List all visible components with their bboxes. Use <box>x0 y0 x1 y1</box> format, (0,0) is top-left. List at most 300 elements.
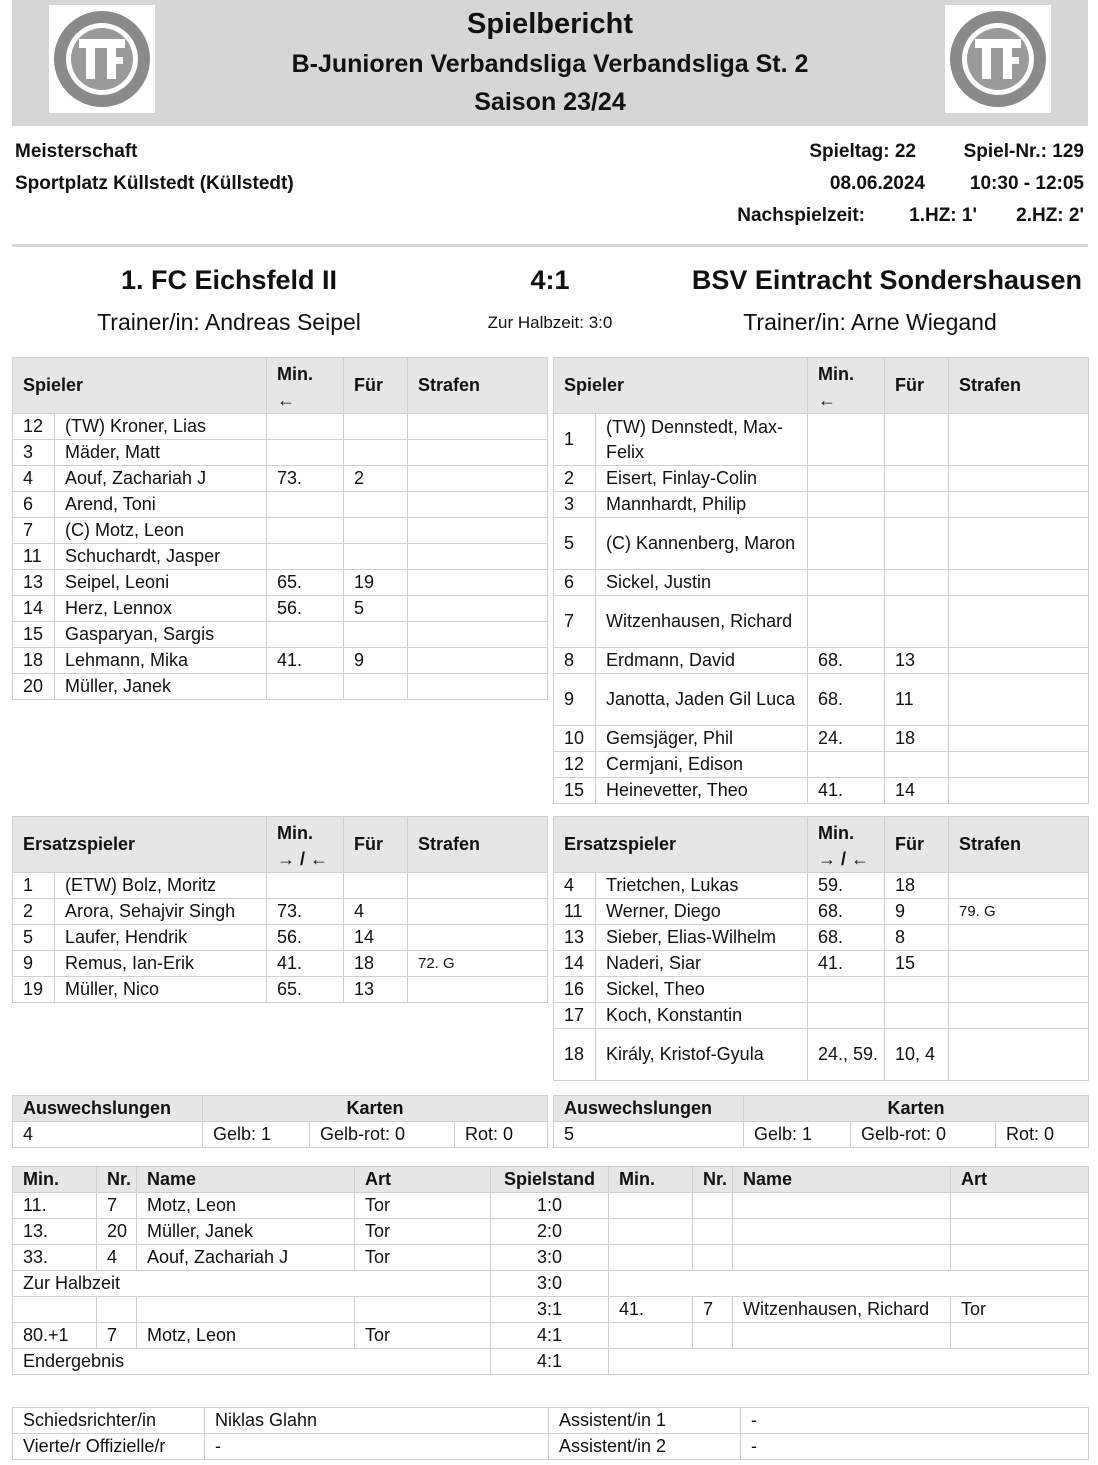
event-score: 4:1 <box>491 1349 609 1375</box>
col-header-penalties: Strafen <box>408 817 548 873</box>
event-row <box>13 1193 1089 1219</box>
event-away-name <box>733 1219 951 1245</box>
player-number: 20 <box>13 674 55 700</box>
event-home-nr: 20 <box>97 1219 137 1245</box>
player-minute: 65. <box>267 570 344 596</box>
halftime-score: Zur Halbzeit: 3:0 <box>487 313 613 332</box>
col-header-min: Min. → / ← <box>267 817 344 873</box>
player-for: 14 <box>885 778 949 804</box>
assistant2-label: Assistent/in 2 <box>549 1434 741 1460</box>
player-number: 14 <box>554 951 596 977</box>
player-for: 18 <box>344 951 408 977</box>
subs-header: Auswechslungen <box>13 1096 203 1122</box>
player-for <box>344 414 408 440</box>
event-row <box>13 1297 1089 1323</box>
yellow-red-count: Gelb-rot: 0 <box>310 1122 455 1148</box>
event-home-nr: 7 <box>97 1323 137 1349</box>
player-name: Trietchen, Lukas <box>596 873 808 899</box>
player-row <box>554 518 1089 570</box>
col-header-min: Min. ← <box>808 358 885 414</box>
player-number: 5 <box>554 518 596 570</box>
page-title: Spielbericht <box>467 8 633 40</box>
player-row <box>554 977 1089 1003</box>
player-name: Sieber, Elias-Wilhelm <box>596 925 808 951</box>
event-home-nr: 7 <box>97 1193 137 1219</box>
yellow-count: Gelb: 1 <box>744 1122 851 1148</box>
player-name: Arora, Sehajvir Singh <box>55 899 267 925</box>
event-away-art <box>951 1245 1089 1271</box>
player-for: 2 <box>344 466 408 492</box>
home-trainer: Trainer/in: Andreas Seipel <box>97 309 361 335</box>
player-number: 13 <box>13 570 55 596</box>
player-minute: 41. <box>267 648 344 674</box>
player-for <box>344 440 408 466</box>
player-row <box>13 570 548 596</box>
divider <box>12 244 1088 247</box>
player-for <box>885 466 949 492</box>
player-number: 18 <box>13 648 55 674</box>
event-score: 2:0 <box>491 1219 609 1245</box>
player-penalties <box>408 873 548 899</box>
assistant1-label: Assistent/in 1 <box>549 1408 741 1434</box>
event-away-nr: 7 <box>693 1297 733 1323</box>
player-name: Sickel, Theo <box>596 977 808 1003</box>
event-away-name: Witzenhausen, Richard <box>733 1297 951 1323</box>
player-row <box>554 492 1089 518</box>
player-name: (C) Motz, Leon <box>55 518 267 544</box>
player-name: Gemsjäger, Phil <box>596 726 808 752</box>
player-for: 14 <box>344 925 408 951</box>
col-header-min: Min. ← <box>267 358 344 414</box>
home-summary-table <box>12 1095 548 1148</box>
player-penalties <box>408 925 548 951</box>
player-for <box>344 492 408 518</box>
player-row <box>13 873 548 899</box>
event-home-name: Aouf, Zachariah J <box>137 1245 355 1271</box>
referee-name: Niklas Glahn <box>205 1408 549 1434</box>
event-away-min <box>609 1219 693 1245</box>
player-minute: 59. <box>808 873 885 899</box>
event-score: 3:0 <box>491 1271 609 1297</box>
col-header-for: Für <box>885 817 949 873</box>
player-number: 5 <box>13 925 55 951</box>
player-for: 18 <box>885 726 949 752</box>
col-header-player: Spieler <box>13 358 267 414</box>
player-row <box>13 951 548 977</box>
player-number: 2 <box>13 899 55 925</box>
player-penalties <box>949 925 1089 951</box>
player-name: (TW) Kroner, Lias <box>55 414 267 440</box>
player-number: 4 <box>13 466 55 492</box>
event-away-name <box>733 1193 951 1219</box>
player-minute <box>808 414 885 466</box>
player-minute <box>267 544 344 570</box>
matchday: Spieltag: 22 <box>809 141 916 162</box>
player-name: Mannhardt, Philip <box>596 492 808 518</box>
col-header-penalties: Strafen <box>949 358 1089 414</box>
player-penalties: 79. G <box>949 899 1089 925</box>
player-number: 15 <box>13 622 55 648</box>
player-name: Heinevetter, Theo <box>596 778 808 804</box>
event-score: 4:1 <box>491 1323 609 1349</box>
event-home-name: Motz, Leon <box>137 1193 355 1219</box>
player-row <box>554 596 1089 648</box>
player-penalties <box>949 1029 1089 1081</box>
player-row <box>554 1003 1089 1029</box>
player-name: Gasparyan, Sargis <box>55 622 267 648</box>
player-name: Erdmann, David <box>596 648 808 674</box>
player-penalties <box>408 544 548 570</box>
player-minute: 41. <box>267 951 344 977</box>
assistant1-name: - <box>741 1408 1089 1434</box>
player-minute <box>808 1003 885 1029</box>
home-lineup-table <box>12 357 548 700</box>
events-col-name: Name <box>137 1167 355 1193</box>
player-penalties <box>408 977 548 1003</box>
player-number: 12 <box>554 752 596 778</box>
extra-time-second-half: 2.HZ: 2' <box>1016 205 1084 226</box>
officials-table <box>12 1407 1089 1460</box>
player-for: 13 <box>344 977 408 1003</box>
player-row <box>13 492 548 518</box>
event-away-name <box>733 1245 951 1271</box>
event-away-min <box>609 1193 693 1219</box>
player-for <box>885 570 949 596</box>
player-row <box>554 1029 1089 1081</box>
player-name: Aouf, Zachariah J <box>55 466 267 492</box>
player-number: 1 <box>554 414 596 466</box>
event-home-min: 13. <box>13 1219 97 1245</box>
player-name: Cermjani, Edison <box>596 752 808 778</box>
player-number: 15 <box>554 778 596 804</box>
player-number: 3 <box>554 492 596 518</box>
event-home-art: Tor <box>355 1219 491 1245</box>
event-away-nr <box>693 1245 733 1271</box>
player-row <box>13 414 548 440</box>
player-number: 14 <box>13 596 55 622</box>
extra-time-label: Nachspielzeit: <box>737 205 865 226</box>
player-number: 8 <box>554 648 596 674</box>
event-home-art <box>355 1297 491 1323</box>
player-for <box>885 596 949 648</box>
player-number: 4 <box>554 873 596 899</box>
player-name: Remus, Ian-Erik <box>55 951 267 977</box>
away-substitutes-table <box>553 816 1089 1081</box>
player-name: Arend, Toni <box>55 492 267 518</box>
player-row <box>554 674 1089 726</box>
player-name: Schuchardt, Jasper <box>55 544 267 570</box>
player-penalties <box>949 414 1089 466</box>
event-home-min: 80.+1 <box>13 1323 97 1349</box>
player-row <box>13 977 548 1003</box>
player-minute <box>808 518 885 570</box>
player-number: 1 <box>13 873 55 899</box>
player-penalties: 72. G <box>408 951 548 977</box>
player-minute <box>808 596 885 648</box>
event-empty <box>609 1349 1089 1375</box>
player-name: Janotta, Jaden Gil Luca <box>596 674 808 726</box>
col-header-min: Min. → / ← <box>808 817 885 873</box>
yellow-red-count: Gelb-rot: 0 <box>851 1122 996 1148</box>
player-name: Naderi, Siar <box>596 951 808 977</box>
player-minute: 68. <box>808 899 885 925</box>
player-row <box>554 648 1089 674</box>
player-for: 18 <box>885 873 949 899</box>
player-minute: 65. <box>267 977 344 1003</box>
player-name: Eisert, Finlay-Colin <box>596 466 808 492</box>
event-away-art <box>951 1219 1089 1245</box>
player-row <box>554 752 1089 778</box>
player-for: 8 <box>885 925 949 951</box>
player-penalties <box>949 570 1089 596</box>
player-minute <box>267 674 344 700</box>
player-row <box>554 925 1089 951</box>
player-for <box>885 414 949 466</box>
player-row <box>13 440 548 466</box>
player-minute: 41. <box>808 778 885 804</box>
player-for: 9 <box>885 899 949 925</box>
player-row <box>554 951 1089 977</box>
event-home-nr <box>97 1297 137 1323</box>
player-for: 9 <box>344 648 408 674</box>
player-number: 6 <box>554 570 596 596</box>
player-penalties <box>949 596 1089 648</box>
player-for: 15 <box>885 951 949 977</box>
events-table <box>12 1166 1089 1375</box>
red-count: Rot: 0 <box>455 1122 548 1148</box>
event-home-art: Tor <box>355 1245 491 1271</box>
events-col-score: Spielstand <box>491 1167 609 1193</box>
event-away-art: Tor <box>951 1297 1089 1323</box>
player-row <box>13 925 548 951</box>
player-name: Király, Kristof-Gyula <box>596 1029 808 1081</box>
player-penalties <box>408 518 548 544</box>
event-away-min <box>609 1323 693 1349</box>
player-for <box>885 1003 949 1029</box>
player-number: 3 <box>13 440 55 466</box>
player-for <box>344 544 408 570</box>
away-lineup-table <box>553 357 1089 804</box>
player-number: 17 <box>554 1003 596 1029</box>
player-for <box>344 674 408 700</box>
player-row <box>554 570 1089 596</box>
events-col-min: Min. <box>609 1167 693 1193</box>
player-number: 12 <box>13 414 55 440</box>
event-score: 1:0 <box>491 1193 609 1219</box>
event-away-nr <box>693 1193 733 1219</box>
player-minute: 24. <box>808 726 885 752</box>
event-home-min <box>13 1297 97 1323</box>
player-penalties <box>408 440 548 466</box>
col-header-substitute: Ersatzspieler <box>554 817 808 873</box>
player-row <box>554 726 1089 752</box>
player-number: 11 <box>554 899 596 925</box>
player-penalties <box>408 414 548 440</box>
player-minute <box>267 518 344 544</box>
player-penalties <box>949 752 1089 778</box>
player-for <box>885 492 949 518</box>
events-col-type: Art <box>951 1167 1089 1193</box>
home-substitutes-table <box>12 816 548 1003</box>
player-minute <box>267 492 344 518</box>
player-minute <box>808 492 885 518</box>
player-name: Herz, Lennox <box>55 596 267 622</box>
col-header-player: Spieler <box>554 358 808 414</box>
player-row <box>13 648 548 674</box>
player-number: 6 <box>13 492 55 518</box>
home-team: 1. FC Eichsfeld II <box>120 265 338 295</box>
player-number: 16 <box>554 977 596 1003</box>
player-row <box>554 414 1089 466</box>
col-header-for: Für <box>344 817 408 873</box>
event-row <box>13 1349 1089 1375</box>
subs-count: 5 <box>554 1122 744 1148</box>
player-name: Seipel, Leoni <box>55 570 267 596</box>
event-away-min: 41. <box>609 1297 693 1323</box>
events-col-nr: Nr. <box>693 1167 733 1193</box>
player-minute <box>267 622 344 648</box>
player-for: 11 <box>885 674 949 726</box>
player-row <box>13 518 548 544</box>
player-penalties <box>949 466 1089 492</box>
event-row <box>13 1323 1089 1349</box>
events-col-nr: Nr. <box>97 1167 137 1193</box>
match-time: 10:30 - 12:05 <box>969 173 1084 194</box>
player-name: Müller, Janek <box>55 674 267 700</box>
event-home-min: 11. <box>13 1193 97 1219</box>
col-header-penalties: Strafen <box>949 817 1089 873</box>
event-label: Zur Halbzeit <box>13 1271 491 1297</box>
player-for: 4 <box>344 899 408 925</box>
event-away-name <box>733 1323 951 1349</box>
player-number: 11 <box>13 544 55 570</box>
player-minute <box>808 977 885 1003</box>
player-number: 9 <box>554 674 596 726</box>
fourth-official-label: Vierte/r Offizielle/r <box>13 1434 205 1460</box>
yellow-count: Gelb: 1 <box>203 1122 310 1148</box>
player-minute <box>267 414 344 440</box>
red-count: Rot: 0 <box>996 1122 1089 1148</box>
event-home-name: Motz, Leon <box>137 1323 355 1349</box>
referee-label: Schiedsrichter/in <box>13 1408 205 1434</box>
player-row <box>554 466 1089 492</box>
away-trainer: Trainer/in: Arne Wiegand <box>743 309 997 335</box>
player-penalties <box>949 492 1089 518</box>
away-team: BSV Eintracht Sondershausen <box>691 265 1082 295</box>
player-number: 7 <box>13 518 55 544</box>
player-row <box>554 778 1089 804</box>
player-number: 19 <box>13 977 55 1003</box>
player-minute: 56. <box>267 596 344 622</box>
player-minute <box>267 440 344 466</box>
events-col-min: Min. <box>13 1167 97 1193</box>
match-date: 08.06.2024 <box>829 173 925 194</box>
final-score: 4:1 <box>530 265 570 295</box>
player-penalties <box>408 674 548 700</box>
event-away-min <box>609 1245 693 1271</box>
player-for <box>344 518 408 544</box>
event-label: Endergebnis <box>13 1349 491 1375</box>
player-name: Witzenhausen, Richard <box>596 596 808 648</box>
player-row <box>13 596 548 622</box>
venue: Sportplatz Küllstedt (Küllstedt) <box>15 173 294 194</box>
player-row <box>13 899 548 925</box>
col-header-for: Für <box>344 358 408 414</box>
player-number: 9 <box>13 951 55 977</box>
player-for <box>885 977 949 1003</box>
player-name: (ETW) Bolz, Moritz <box>55 873 267 899</box>
event-home-name <box>137 1297 355 1323</box>
player-minute <box>267 873 344 899</box>
match-number: Spiel-Nr.: 129 <box>963 141 1084 162</box>
player-name: Sickel, Justin <box>596 570 808 596</box>
player-penalties <box>408 622 548 648</box>
player-for: 19 <box>344 570 408 596</box>
event-home-min: 33. <box>13 1245 97 1271</box>
event-away-art <box>951 1323 1089 1349</box>
player-for: 10, 4 <box>885 1029 949 1081</box>
player-penalties <box>949 648 1089 674</box>
player-for <box>885 752 949 778</box>
player-name: (TW) Dennstedt, Max-Felix <box>596 414 808 466</box>
player-penalties <box>949 1003 1089 1029</box>
player-minute <box>808 570 885 596</box>
player-penalties <box>949 951 1089 977</box>
event-home-art: Tor <box>355 1193 491 1219</box>
cards-header: Karten <box>203 1096 548 1122</box>
player-penalties <box>408 466 548 492</box>
player-name: Mäder, Matt <box>55 440 267 466</box>
player-name: (C) Kannenberg, Maron <box>596 518 808 570</box>
event-score: 3:1 <box>491 1297 609 1323</box>
player-number: 7 <box>554 596 596 648</box>
season-title: Saison 23/24 <box>474 88 626 116</box>
event-row <box>13 1219 1089 1245</box>
player-row <box>13 466 548 492</box>
player-minute <box>808 752 885 778</box>
player-row <box>13 622 548 648</box>
event-home-name: Müller, Janek <box>137 1219 355 1245</box>
player-name: Koch, Konstantin <box>596 1003 808 1029</box>
player-minute: 68. <box>808 925 885 951</box>
player-minute: 68. <box>808 648 885 674</box>
player-for <box>885 518 949 570</box>
player-name: Laufer, Hendrik <box>55 925 267 951</box>
event-score: 3:0 <box>491 1245 609 1271</box>
player-for <box>344 622 408 648</box>
player-row <box>554 873 1089 899</box>
event-away-art <box>951 1193 1089 1219</box>
player-penalties <box>408 899 548 925</box>
player-for <box>344 873 408 899</box>
player-minute: 73. <box>267 899 344 925</box>
player-name: Müller, Nico <box>55 977 267 1003</box>
player-number: 10 <box>554 726 596 752</box>
player-for: 13 <box>885 648 949 674</box>
report-header <box>12 0 1088 126</box>
event-away-nr <box>693 1219 733 1245</box>
event-home-nr: 4 <box>97 1245 137 1271</box>
player-penalties <box>408 596 548 622</box>
player-penalties <box>949 873 1089 899</box>
player-row <box>554 899 1089 925</box>
player-penalties <box>949 977 1089 1003</box>
player-name: Werner, Diego <box>596 899 808 925</box>
subs-header: Auswechslungen <box>554 1096 744 1122</box>
extra-time-first-half: 1.HZ: 1' <box>909 205 977 226</box>
player-penalties <box>949 778 1089 804</box>
event-home-art: Tor <box>355 1323 491 1349</box>
